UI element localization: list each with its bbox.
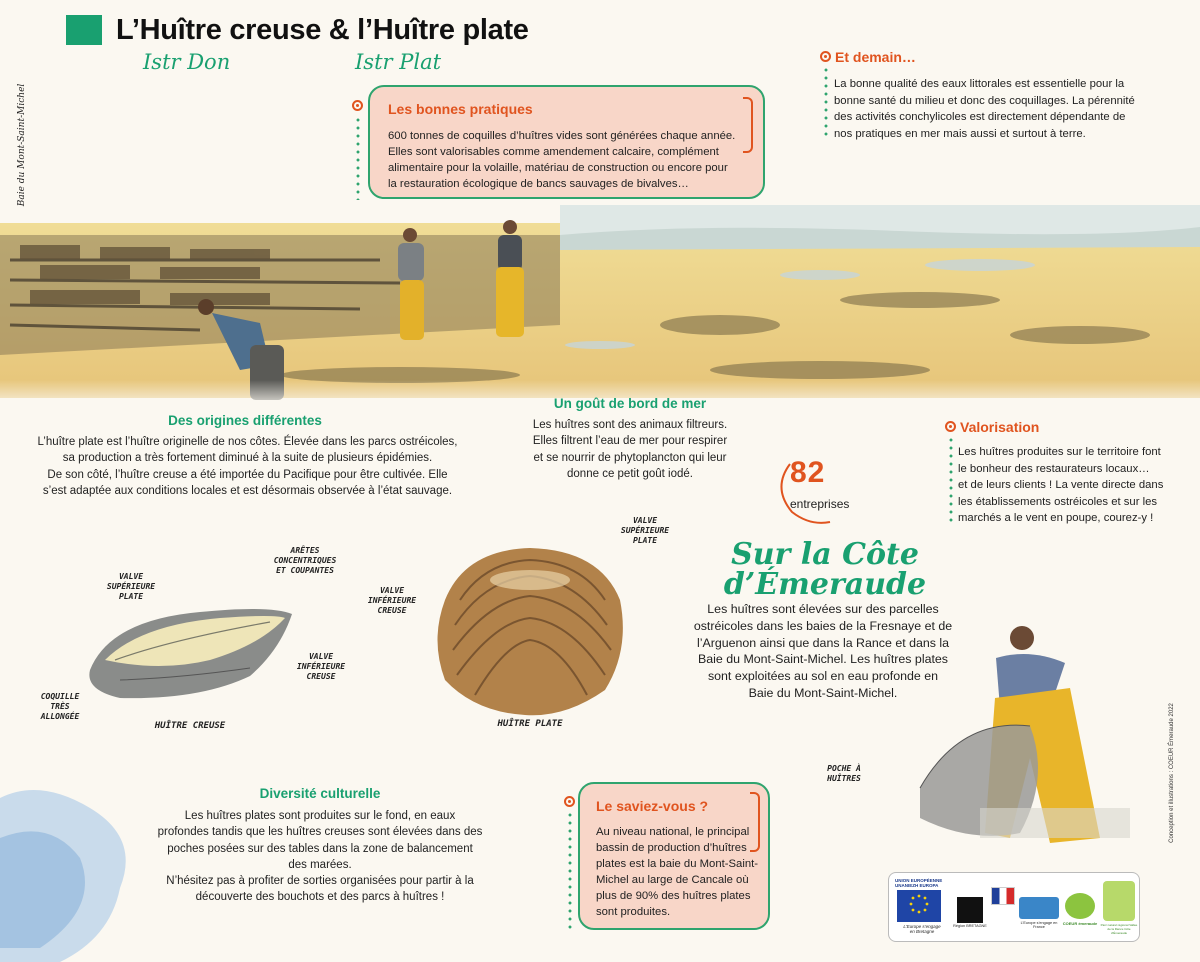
dotted-connector <box>824 66 828 138</box>
gout-title: Un goût de bord de mer <box>553 396 707 411</box>
label-coquille-allongee: COQUILLE TRÈS ALLONGÉE <box>40 692 80 721</box>
et-demain-text: La bonne qualité des eaux littorales est essentielle pour la bonne santé du milieu et donc des coquillages. La pérennité des activités conchylicoles est directement dépendante de nos pratiques en mer mais aussi et surtout à terre. <box>834 78 1135 140</box>
eu-label: UNION EUROPÉENNE UNANIEZH EUROPA <box>895 878 943 888</box>
label-valve-superieure-plate: VALVE SUPÉRIEURE PLATE <box>620 516 670 545</box>
bullet-ring-icon <box>352 100 363 111</box>
label-poche-huitres: POCHE À HUÎTRES <box>827 764 861 783</box>
breton-name-plate: Istr Plat <box>355 50 442 74</box>
saviez-vous-text: Au niveau national, le principal bassin de production d’huîtres plates est la baie du Mont-Saint- Michel au large de Cancale où plus de 90% des huîtres plates sont produites. <box>596 826 759 918</box>
bonnes-pratiques-box <box>368 85 765 199</box>
cote-emeraude-text: Les huîtres sont élevées sur des parcelles ostréicoles dans les baies de la Fresnaye et de l’Arguenon ainsi que dans la Rance et dans la Baie du Mont-Saint-Michel. Les huîtres plates sont exploitées au sol en eau profonde en Baie du Mont-Saint-Michel. <box>693 602 953 700</box>
side-credits: Conception et illustrations : COEUR Émeraude 2022 <box>1169 703 1175 843</box>
bullet-ring-icon <box>820 51 831 62</box>
side-caption-left: Baie du Mont-Saint-Michel <box>17 83 27 207</box>
title-square-mark <box>66 15 102 45</box>
bullet-ring-icon <box>945 421 956 432</box>
breton-name-creuse: Istr Don <box>143 50 231 74</box>
europe-france-label: L’Europe s’engage en France <box>1020 921 1058 929</box>
caption-huitre-plate: HUÎTRE PLATE <box>497 719 563 729</box>
saviez-vous-box <box>578 782 770 930</box>
origines-title: Des origines différentes <box>168 413 322 428</box>
eu-flag-icon <box>897 890 941 922</box>
bonnes-pratiques-text: 600 tonnes de coquilles d’huîtres vides sont générées chaque année. Elles sont valorisables comme amendement calcaire, complément alimentaire pour la volaille, matériau de construction ou encore pour la restauration écologique de bancs sauvages de bivalves… <box>388 130 736 190</box>
origines-text: L’huître plate est l’huître originelle de nos côtes. Élevée dans les parcs ostréicoles, sa production a très fortement diminué à la suite de plusieurs épidémies. De son côté, l’huître creuse a été importée du Pacifique pour être cultivée. Elle s’est adaptée aux conditions locales et est désormais observée à l’état sauvage. <box>37 436 458 497</box>
worker-oyster-bag-illustration <box>900 608 1150 853</box>
bonnes-pratiques-title: Les bonnes pratiques <box>388 101 533 117</box>
region-bretagne-logo-icon <box>957 897 983 923</box>
et-demain-title: Et demain… <box>835 49 916 65</box>
parc-naturel-label: Parc naturel régional Vallée de la Rance Côte d’Émeraude <box>1100 923 1138 935</box>
coeur-emeraude-label: COEUR émeraude <box>1062 921 1098 926</box>
label-valve-inferieure-plate: VALVE INFÉRIEURE CREUSE <box>367 586 417 615</box>
stat-label: entreprises <box>790 497 850 511</box>
caption-huitre-creuse: HUÎTRE CREUSE <box>154 721 226 731</box>
republique-francaise-icon <box>991 887 1015 905</box>
cote-emeraude-title: Sur la Côte d’Émeraude <box>723 537 927 602</box>
label-valve-inferieure-creuse: VALVE INFÉRIEURE CREUSE <box>296 652 346 681</box>
huitre-plate-illustration <box>425 540 635 720</box>
huitre-creuse-illustration <box>80 590 320 720</box>
valorisation-title: Valorisation <box>960 419 1040 435</box>
parc-naturel-logo-icon <box>1103 881 1135 921</box>
oyster-farm-panorama-illustration <box>0 205 1200 410</box>
valorisation-text: Les huîtres produites sur le territoire font le bonheur des restaurateurs locaux… et de leurs clients ! La vente directe dans les établissements ostréicoles et sur les marchés a le vent en poupe, courez-y ! <box>958 446 1164 525</box>
gout-text: Les huîtres sont des animaux filtreurs. Elles filtrent l’eau de mer pour respirer et se nourrir de phytoplancton qui leur donne ce petit goût iodé. <box>532 419 728 480</box>
diversite-text: Les huîtres plates sont produites sur le fond, en eaux profondes tandis que les huîtres creuses sont élevées dans des poches posées sur des tables dans la zone de balancement des marées. N’hésitez pas à profiter de sorties organisées pour partir à la découverte des bouchots et des parcs à huîtres ! <box>157 810 483 904</box>
watercolor-splash-decoration <box>0 778 170 962</box>
diversite-title: Diversité culturelle <box>259 786 381 801</box>
bullet-ring-icon <box>564 796 575 807</box>
dotted-connector <box>356 116 360 200</box>
partner-logos-panel <box>888 872 1140 942</box>
dotted-connector <box>949 436 953 522</box>
saviez-vous-title: Le saviez-vous ? <box>596 798 709 814</box>
stat-number: 82 <box>790 456 826 489</box>
label-aretes: ARÊTES CONCENTRIQUES ET COUPANTES <box>273 546 337 575</box>
page-title: L’Huître creuse & l’Huître plate <box>116 14 529 46</box>
region-bretagne-label: Région BRETAGNE <box>953 924 987 928</box>
label-valve-superieure-creuse: VALVE SUPÉRIEURE PLATE <box>106 572 156 601</box>
dotted-connector <box>568 811 572 933</box>
coeur-emeraude-logo-icon <box>1065 893 1095 919</box>
europe-france-logo-icon <box>1019 897 1059 919</box>
eu-slogan: L’Europe s’engage en Bretagne <box>903 924 941 934</box>
